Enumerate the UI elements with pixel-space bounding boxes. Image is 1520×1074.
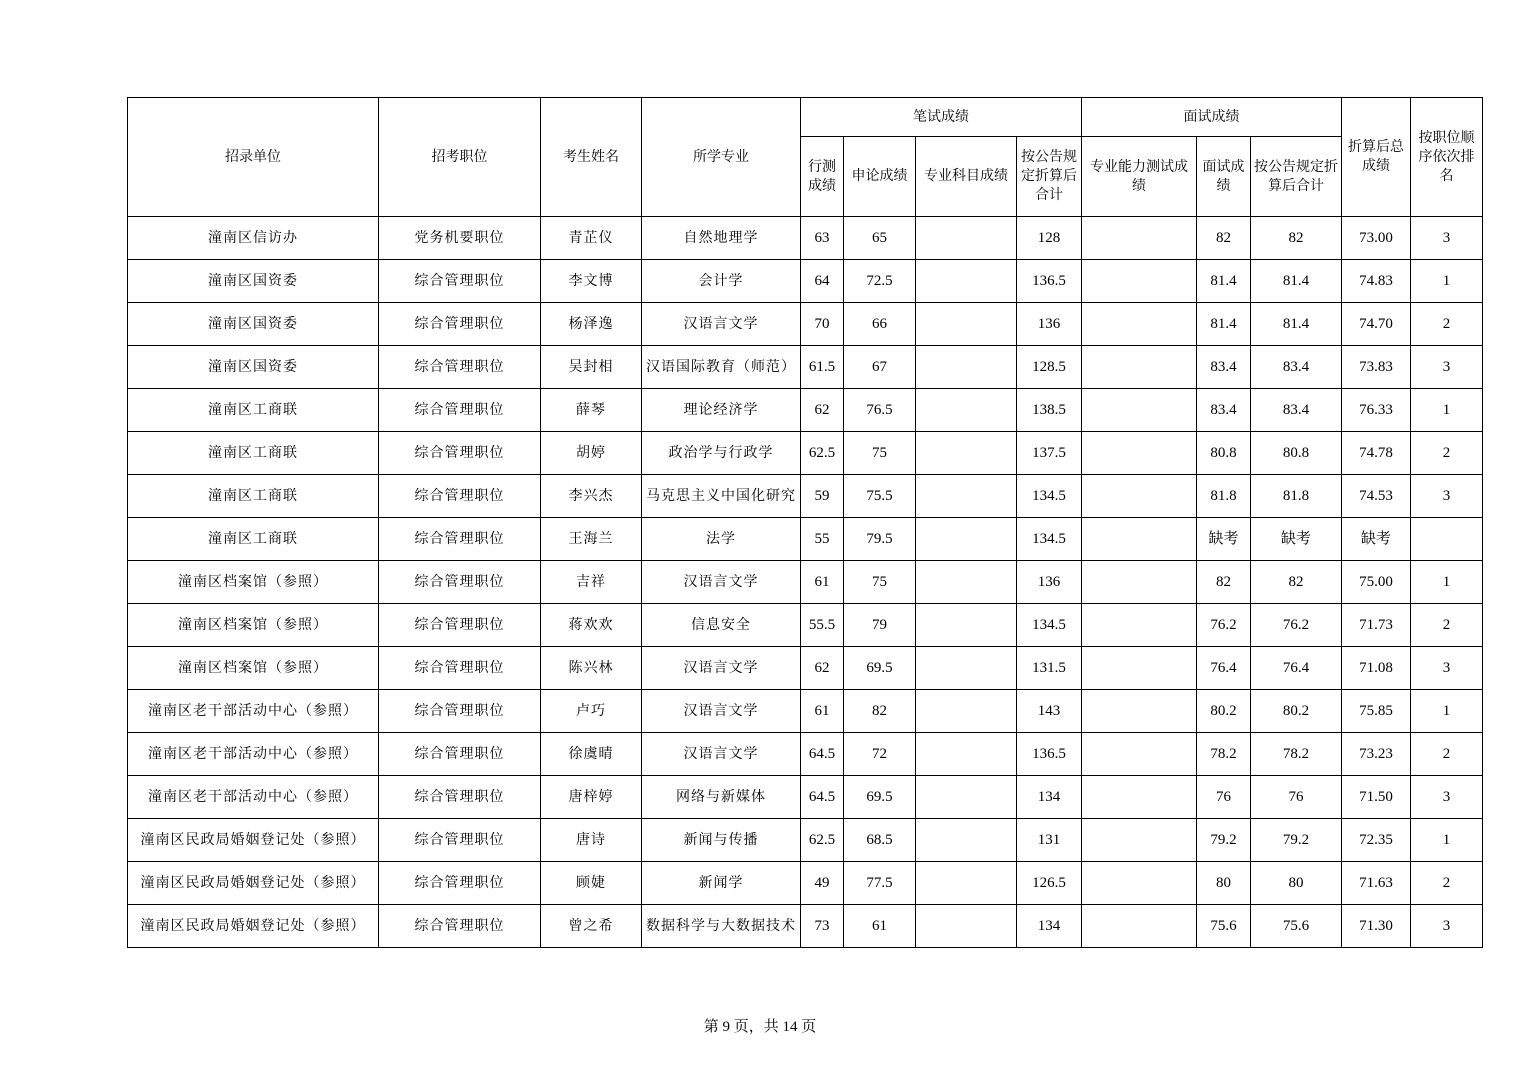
cell-major: 新闻与传播 [642, 819, 801, 862]
cell-major: 法学 [642, 518, 801, 561]
cell-unit: 潼南区工商联 [128, 518, 379, 561]
cell-written-total: 136.5 [1017, 260, 1082, 303]
cell-unit: 潼南区档案馆（参照） [128, 561, 379, 604]
cell-major: 汉语言文学 [642, 647, 801, 690]
cell-xingce: 55.5 [801, 604, 844, 647]
cell-position: 综合管理职位 [379, 647, 541, 690]
header-major: 所学专业 [642, 98, 801, 217]
cell-name: 吴封相 [541, 346, 642, 389]
cell-final: 74.53 [1342, 475, 1411, 518]
cell-xingce: 62 [801, 647, 844, 690]
header-written-group: 笔试成绩 [801, 98, 1082, 137]
cell-shenlun: 61 [844, 905, 916, 948]
cell-interview-total: 81.4 [1251, 303, 1342, 346]
cell-shenlun: 69.5 [844, 647, 916, 690]
cell-rank: 3 [1411, 647, 1483, 690]
cell-name: 陈兴林 [541, 647, 642, 690]
cell-shenlun: 65 [844, 217, 916, 260]
cell-interview-total: 82 [1251, 561, 1342, 604]
cell-xingce: 62.5 [801, 432, 844, 475]
cell-unit: 潼南区工商联 [128, 432, 379, 475]
cell-rank: 3 [1411, 346, 1483, 389]
cell-written-total: 126.5 [1017, 862, 1082, 905]
cell-xingce: 64.5 [801, 733, 844, 776]
table-row [128, 561, 1483, 604]
cell-position: 综合管理职位 [379, 604, 541, 647]
header-final: 折算后总成绩 [1342, 98, 1411, 217]
cell-shenlun: 77.5 [844, 862, 916, 905]
cell-shenlun: 68.5 [844, 819, 916, 862]
cell-interview: 80.8 [1197, 432, 1251, 475]
cell-unit: 潼南区民政局婚姻登记处（参照） [128, 862, 379, 905]
header-ability: 专业能力测试成绩 [1082, 137, 1197, 217]
cell-final: 73.00 [1342, 217, 1411, 260]
cell-rank: 1 [1411, 260, 1483, 303]
cell-written-total: 134.5 [1017, 475, 1082, 518]
cell-final: 71.30 [1342, 905, 1411, 948]
cell-subject [916, 217, 1017, 260]
table-row [128, 733, 1483, 776]
cell-interview: 76.4 [1197, 647, 1251, 690]
table-row [128, 518, 1483, 561]
cell-position: 综合管理职位 [379, 260, 541, 303]
cell-written-total: 134.5 [1017, 518, 1082, 561]
cell-xingce: 64 [801, 260, 844, 303]
cell-unit: 潼南区老干部活动中心（参照） [128, 733, 379, 776]
cell-interview-total: 83.4 [1251, 389, 1342, 432]
cell-interview-total: 75.6 [1251, 905, 1342, 948]
cell-written-total: 136 [1017, 303, 1082, 346]
cell-unit: 潼南区档案馆（参照） [128, 604, 379, 647]
cell-shenlun: 79.5 [844, 518, 916, 561]
cell-written-total: 131 [1017, 819, 1082, 862]
header-rank: 按职位顺序依次排名 [1411, 98, 1483, 217]
cell-interview-total: 79.2 [1251, 819, 1342, 862]
cell-subject [916, 604, 1017, 647]
cell-position: 综合管理职位 [379, 475, 541, 518]
table-row [128, 604, 1483, 647]
cell-xingce: 62 [801, 389, 844, 432]
cell-final: 75.00 [1342, 561, 1411, 604]
cell-interview: 79.2 [1197, 819, 1251, 862]
cell-written-total: 131.5 [1017, 647, 1082, 690]
cell-interview-total: 缺考 [1251, 518, 1342, 561]
cell-subject [916, 776, 1017, 819]
cell-ability [1082, 389, 1197, 432]
cell-shenlun: 69.5 [844, 776, 916, 819]
cell-unit: 潼南区工商联 [128, 475, 379, 518]
cell-unit: 潼南区民政局婚姻登记处（参照） [128, 905, 379, 948]
cell-written-total: 143 [1017, 690, 1082, 733]
cell-name: 唐诗 [541, 819, 642, 862]
cell-interview-total: 80 [1251, 862, 1342, 905]
cell-major: 汉语言文学 [642, 561, 801, 604]
cell-ability [1082, 776, 1197, 819]
cell-subject [916, 389, 1017, 432]
cell-ability [1082, 260, 1197, 303]
cell-name: 徐虞晴 [541, 733, 642, 776]
cell-interview: 83.4 [1197, 346, 1251, 389]
table-row [128, 475, 1483, 518]
cell-shenlun: 72 [844, 733, 916, 776]
cell-interview-total: 76.2 [1251, 604, 1342, 647]
cell-interview-total: 83.4 [1251, 346, 1342, 389]
cell-subject [916, 475, 1017, 518]
cell-final: 74.70 [1342, 303, 1411, 346]
cell-interview-total: 80.8 [1251, 432, 1342, 475]
cell-ability [1082, 475, 1197, 518]
cell-final: 74.78 [1342, 432, 1411, 475]
header-written-total: 按公告规定折算后合计 [1017, 137, 1082, 217]
cell-rank: 3 [1411, 776, 1483, 819]
cell-name: 青芷仪 [541, 217, 642, 260]
cell-xingce: 64.5 [801, 776, 844, 819]
cell-subject [916, 819, 1017, 862]
cell-interview-total: 78.2 [1251, 733, 1342, 776]
cell-unit: 潼南区国资委 [128, 303, 379, 346]
cell-written-total: 136 [1017, 561, 1082, 604]
cell-written-total: 138.5 [1017, 389, 1082, 432]
cell-major: 汉语言文学 [642, 690, 801, 733]
cell-subject [916, 905, 1017, 948]
cell-subject [916, 303, 1017, 346]
cell-ability [1082, 217, 1197, 260]
cell-xingce: 61 [801, 561, 844, 604]
cell-final: 73.83 [1342, 346, 1411, 389]
cell-final: 75.85 [1342, 690, 1411, 733]
cell-rank: 2 [1411, 303, 1483, 346]
cell-position: 综合管理职位 [379, 303, 541, 346]
header-xingce: 行测成绩 [801, 137, 844, 217]
cell-position: 综合管理职位 [379, 733, 541, 776]
cell-subject [916, 647, 1017, 690]
cell-shenlun: 76.5 [844, 389, 916, 432]
cell-position: 综合管理职位 [379, 389, 541, 432]
table-row [128, 862, 1483, 905]
cell-name: 薛琴 [541, 389, 642, 432]
cell-major: 自然地理学 [642, 217, 801, 260]
cell-position: 综合管理职位 [379, 518, 541, 561]
header-name: 考生姓名 [541, 98, 642, 217]
cell-rank: 1 [1411, 561, 1483, 604]
header-interview-total: 按公告规定折算后合计 [1251, 137, 1342, 217]
header-interview: 面试成绩 [1197, 137, 1251, 217]
cell-position: 党务机要职位 [379, 217, 541, 260]
cell-subject [916, 733, 1017, 776]
cell-rank: 1 [1411, 690, 1483, 733]
cell-rank: 2 [1411, 733, 1483, 776]
cell-major: 理论经济学 [642, 389, 801, 432]
cell-written-total: 137.5 [1017, 432, 1082, 475]
cell-interview-total: 81.8 [1251, 475, 1342, 518]
cell-name: 李文博 [541, 260, 642, 303]
table-row [128, 260, 1483, 303]
cell-ability [1082, 905, 1197, 948]
cell-name: 吉祥 [541, 561, 642, 604]
cell-interview-total: 76.4 [1251, 647, 1342, 690]
cell-xingce: 55 [801, 518, 844, 561]
cell-shenlun: 75 [844, 432, 916, 475]
cell-subject [916, 346, 1017, 389]
cell-interview-total: 82 [1251, 217, 1342, 260]
cell-ability [1082, 561, 1197, 604]
cell-final: 71.63 [1342, 862, 1411, 905]
cell-major: 信息安全 [642, 604, 801, 647]
cell-unit: 潼南区民政局婚姻登记处（参照） [128, 819, 379, 862]
cell-final: 74.83 [1342, 260, 1411, 303]
cell-ability [1082, 432, 1197, 475]
cell-name: 王海兰 [541, 518, 642, 561]
cell-final: 缺考 [1342, 518, 1411, 561]
cell-rank: 2 [1411, 862, 1483, 905]
cell-interview: 81.4 [1197, 303, 1251, 346]
cell-major: 数据科学与大数据技术 [642, 905, 801, 948]
cell-interview: 76 [1197, 776, 1251, 819]
cell-ability [1082, 518, 1197, 561]
cell-final: 76.33 [1342, 389, 1411, 432]
cell-written-total: 128 [1017, 217, 1082, 260]
table-row [128, 690, 1483, 733]
cell-written-total: 128.5 [1017, 346, 1082, 389]
cell-subject [916, 432, 1017, 475]
table-body [128, 217, 1483, 948]
cell-rank: 3 [1411, 217, 1483, 260]
cell-name: 卢巧 [541, 690, 642, 733]
cell-interview-total: 80.2 [1251, 690, 1342, 733]
cell-ability [1082, 647, 1197, 690]
cell-interview: 缺考 [1197, 518, 1251, 561]
cell-xingce: 70 [801, 303, 844, 346]
cell-rank [1411, 518, 1483, 561]
cell-xingce: 59 [801, 475, 844, 518]
table-row [128, 346, 1483, 389]
cell-unit: 潼南区国资委 [128, 260, 379, 303]
cell-ability [1082, 690, 1197, 733]
table-row [128, 647, 1483, 690]
cell-position: 综合管理职位 [379, 819, 541, 862]
cell-xingce: 63 [801, 217, 844, 260]
cell-unit: 潼南区国资委 [128, 346, 379, 389]
cell-shenlun: 75 [844, 561, 916, 604]
cell-shenlun: 72.5 [844, 260, 916, 303]
cell-final: 71.73 [1342, 604, 1411, 647]
cell-position: 综合管理职位 [379, 690, 541, 733]
cell-interview: 80.2 [1197, 690, 1251, 733]
cell-subject [916, 690, 1017, 733]
cell-major: 会计学 [642, 260, 801, 303]
table-row [128, 819, 1483, 862]
header-interview-group: 面试成绩 [1082, 98, 1342, 137]
cell-position: 综合管理职位 [379, 346, 541, 389]
cell-rank: 3 [1411, 905, 1483, 948]
table-row [128, 905, 1483, 948]
cell-rank: 3 [1411, 475, 1483, 518]
cell-subject [916, 561, 1017, 604]
cell-ability [1082, 733, 1197, 776]
cell-position: 综合管理职位 [379, 432, 541, 475]
score-table [127, 97, 1483, 948]
cell-unit: 潼南区档案馆（参照） [128, 647, 379, 690]
cell-major: 马克思主义中国化研究 [642, 475, 801, 518]
cell-position: 综合管理职位 [379, 561, 541, 604]
cell-xingce: 49 [801, 862, 844, 905]
cell-major: 汉语言文学 [642, 733, 801, 776]
cell-interview: 80 [1197, 862, 1251, 905]
cell-final: 71.50 [1342, 776, 1411, 819]
table-row [128, 303, 1483, 346]
cell-interview: 78.2 [1197, 733, 1251, 776]
cell-xingce: 61.5 [801, 346, 844, 389]
cell-ability [1082, 303, 1197, 346]
cell-interview: 82 [1197, 217, 1251, 260]
cell-major: 汉语言文学 [642, 303, 801, 346]
cell-written-total: 134 [1017, 776, 1082, 819]
table-row [128, 389, 1483, 432]
cell-major: 政治学与行政学 [642, 432, 801, 475]
cell-unit: 潼南区信访办 [128, 217, 379, 260]
cell-xingce: 61 [801, 690, 844, 733]
cell-name: 曾之希 [541, 905, 642, 948]
cell-rank: 2 [1411, 604, 1483, 647]
cell-unit: 潼南区老干部活动中心（参照） [128, 690, 379, 733]
cell-subject [916, 260, 1017, 303]
cell-unit: 潼南区老干部活动中心（参照） [128, 776, 379, 819]
cell-subject [916, 518, 1017, 561]
cell-ability [1082, 819, 1197, 862]
cell-unit: 潼南区工商联 [128, 389, 379, 432]
cell-interview: 82 [1197, 561, 1251, 604]
cell-written-total: 136.5 [1017, 733, 1082, 776]
cell-interview: 75.6 [1197, 905, 1251, 948]
cell-major: 新闻学 [642, 862, 801, 905]
cell-rank: 1 [1411, 819, 1483, 862]
cell-interview: 81.4 [1197, 260, 1251, 303]
cell-xingce: 62.5 [801, 819, 844, 862]
cell-name: 杨泽逸 [541, 303, 642, 346]
cell-rank: 2 [1411, 432, 1483, 475]
cell-ability [1082, 604, 1197, 647]
cell-major: 网络与新媒体 [642, 776, 801, 819]
cell-name: 李兴杰 [541, 475, 642, 518]
cell-final: 72.35 [1342, 819, 1411, 862]
cell-shenlun: 79 [844, 604, 916, 647]
cell-name: 唐梓婷 [541, 776, 642, 819]
header-shenlun: 申论成绩 [844, 137, 916, 217]
cell-written-total: 134 [1017, 905, 1082, 948]
cell-position: 综合管理职位 [379, 776, 541, 819]
header-subject: 专业科目成绩 [916, 137, 1017, 217]
cell-written-total: 134.5 [1017, 604, 1082, 647]
cell-name: 胡婷 [541, 432, 642, 475]
table-row [128, 776, 1483, 819]
header-unit: 招录单位 [128, 98, 379, 217]
page-footer: 第 9 页，共 14 页 [703, 1019, 817, 1035]
cell-name: 蒋欢欢 [541, 604, 642, 647]
cell-interview: 83.4 [1197, 389, 1251, 432]
cell-position: 综合管理职位 [379, 905, 541, 948]
cell-interview: 81.8 [1197, 475, 1251, 518]
cell-shenlun: 67 [844, 346, 916, 389]
cell-shenlun: 66 [844, 303, 916, 346]
cell-rank: 1 [1411, 389, 1483, 432]
cell-ability [1082, 346, 1197, 389]
cell-shenlun: 75.5 [844, 475, 916, 518]
table-row [128, 217, 1483, 260]
header-position: 招考职位 [379, 98, 541, 217]
cell-xingce: 73 [801, 905, 844, 948]
cell-interview-total: 81.4 [1251, 260, 1342, 303]
cell-major: 汉语国际教育（师范） [642, 346, 801, 389]
cell-name: 顾婕 [541, 862, 642, 905]
cell-shenlun: 82 [844, 690, 916, 733]
cell-position: 综合管理职位 [379, 862, 541, 905]
cell-interview: 76.2 [1197, 604, 1251, 647]
cell-interview-total: 76 [1251, 776, 1342, 819]
cell-final: 73.23 [1342, 733, 1411, 776]
cell-subject [916, 862, 1017, 905]
cell-ability [1082, 862, 1197, 905]
cell-final: 71.08 [1342, 647, 1411, 690]
table-row [128, 432, 1483, 475]
